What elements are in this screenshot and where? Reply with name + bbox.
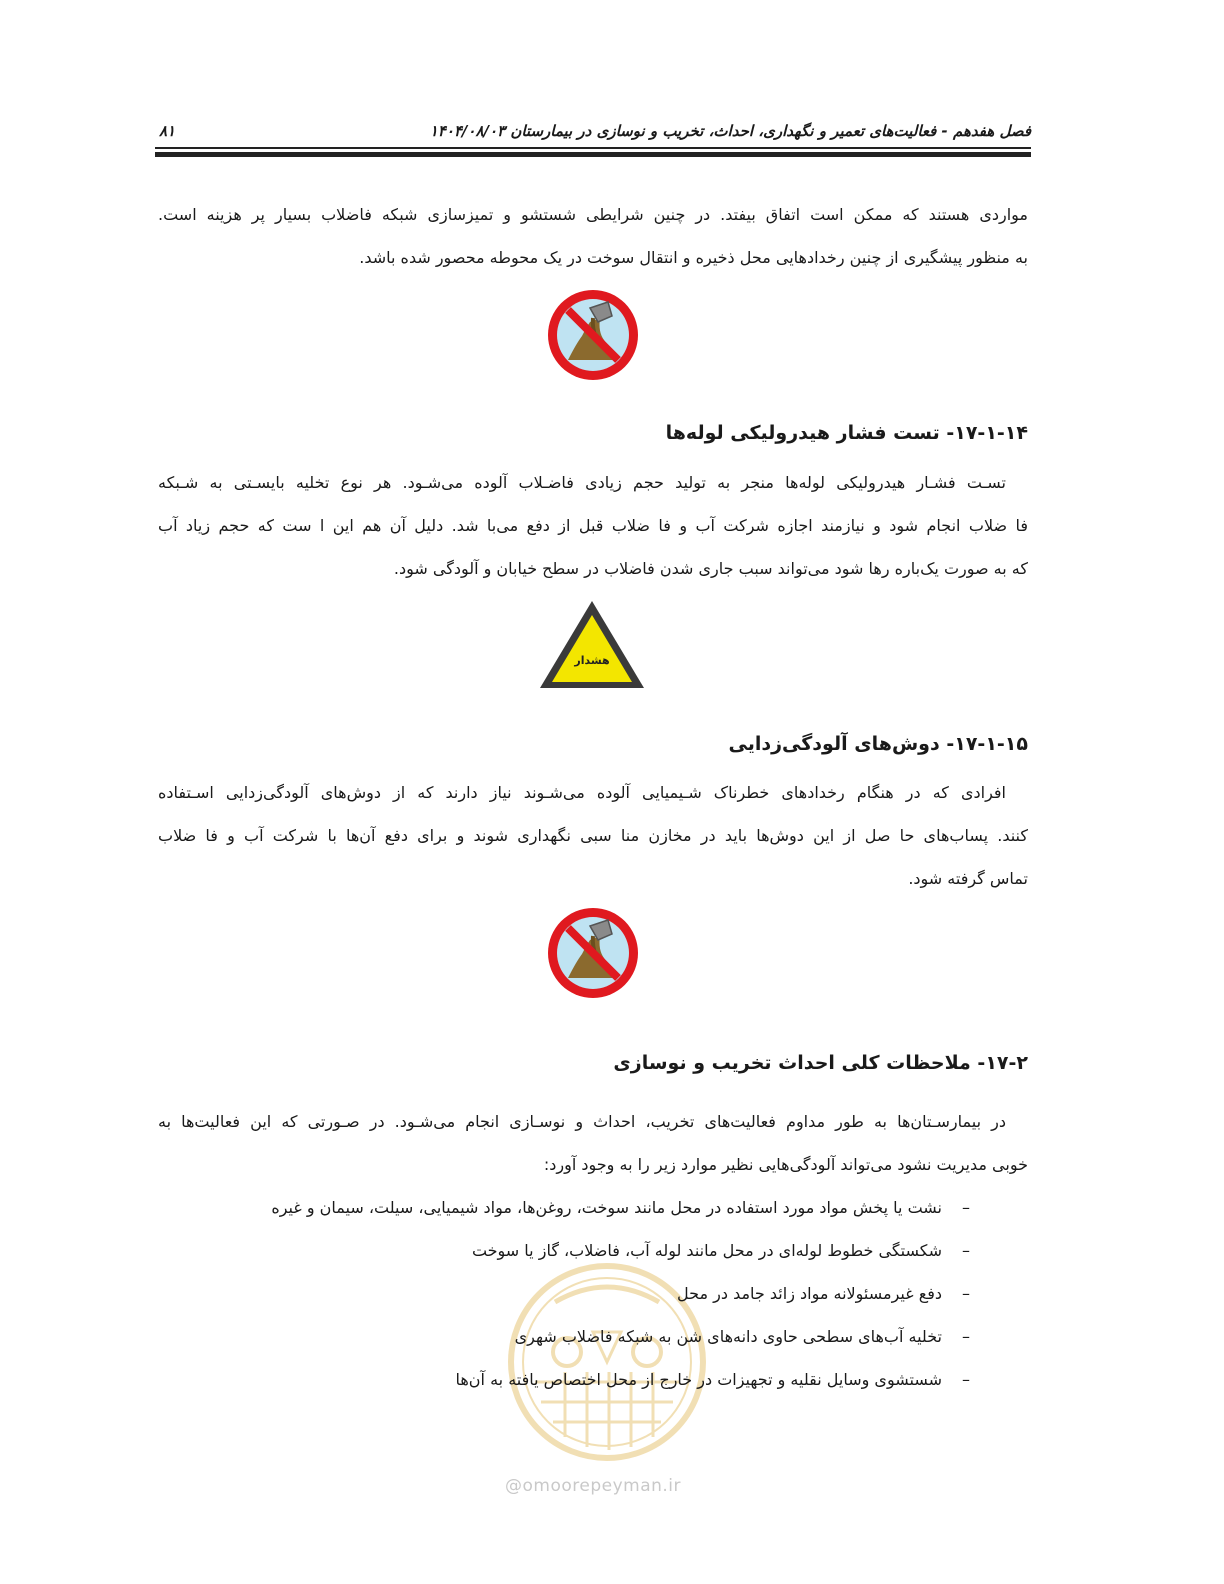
warning-label: هشدار [574,654,610,667]
list-item [158,1186,1028,1229]
running-header [155,118,1031,148]
bullet-dash: – [962,1198,970,1217]
bullet-dash: – [962,1370,970,1389]
chapter-title: فصل هفدهم - فعالیت‌های تعمیر و نگهداری، احداث، تخریب و نوسازی در بیمارستان ۱۴۰۴/۰۸/۰۳ [429,122,1031,140]
at-symbol: @ [505,1476,523,1496]
watermark-url-text: omoorepeyman.ir [522,1476,682,1496]
bullet-dash: – [962,1284,970,1303]
warning-triangle-icon [537,598,647,696]
construction-paragraph [158,1100,1028,1186]
section-heading: ۱۷-۱-۱۵- دوش‌های آلودگی‌زدایی [728,733,1028,755]
list-item-text: دفع غیرمسئولانه مواد زائد جامد در محل [677,1284,942,1303]
list-item [158,1315,1028,1358]
list-item [158,1229,1028,1272]
list-item-text: تخلیه آب‌های سطحی حاوی دانه‌های شن به شبکه فاضلاب شهری [514,1327,942,1346]
paragraph-line: تسـت فشـار هیدرولیکی لوله‌ها منجر به تولید حجم زیادی فاضـلاب آلوده می‌شـود. هر نوع تخلیه بایسـتی به شـبکه [158,473,1006,492]
bullet-dash: – [962,1327,970,1346]
section-heading: ۱۷-۱-۱۴- تست فشار هیدرولیکی لوله‌ها [665,422,1028,444]
hydraulic-test-paragraph [158,461,1028,590]
section-decontamination [158,729,1028,759]
decontamination-paragraph [158,771,1028,900]
paragraph-line: کنند. پسا‌ب‌های حا صل از این دوش‌ها باید در مخازن منا سبی نگهداری شوند و برای دفع آن‌ها با شرکت آب و فا ضلاب [158,826,1028,845]
section-heading: ۱۷-۲- ملاحظات کلی احداث تخریب و نوسازی [613,1052,1028,1074]
paragraph-line: مواردی هستند که ممکن است اتفاق بیفتد. در چنین شرایطی شستشو و تمیزسازی شبکه فاضلاب بسیار پر هزینه است. [158,205,1028,224]
list-item-text: شستشوی وسایل نقلیه و تجهیزات در خارج از محل اختصاص یافته به آن‌ها [455,1370,942,1389]
list-item-text: نشت یا پخش مواد مورد استفاده در محل مانند سوخت، روغن‌ها، مواد شیمیایی، سیلت، سیمان و غیره [271,1198,942,1217]
pollution-list [158,1186,1028,1401]
no-dumping-icon [546,906,640,1004]
header-rule-thick [155,152,1031,157]
list-item [158,1358,1028,1401]
intro-paragraph [158,193,1028,279]
section-construction-considerations [158,1048,1028,1078]
header-rule [155,147,1031,149]
list-item-text: شکستگی خطوط لوله‌ای در محل مانند لوله آب، فاضلاب، گاز یا سوخت [471,1241,942,1260]
paragraph-line: تماس گرفته شود. [908,869,1028,888]
paragraph-line: افرادی که در هنگام رخدادهای خطرناک شـیمیایی آلوده می‌شـوند نیاز دارند که از دوش‌های آلودگی‌زدایی اسـتفاده [158,783,1006,802]
paragraph-line: فا ضلاب انجام شود و نیازمند اجازه شرکت آب و فا ضلاب قبل از دفع می‌با شد. دلیل آن هم این ا ست که حجم زیاد آب [158,516,1028,535]
paragraph-line: که به صورت یک‌باره رها شود می‌تواند سبب جاری شدن فاضلاب در سطح خیابان و آلودگی شود. [393,559,1028,578]
paragraph-line: در بیمارسـتان‌ها به طور مداوم فعالیت‌های تخریب، احداث و نوسـازی انجام می‌شـود. در صـورتی که این فعالیت‌ها به [158,1112,1006,1131]
watermark-url [505,1476,681,1496]
paragraph-line: به منظور پیشگیری از چنین رخدادهایی محل ذخیره و انتقال سوخت در یک محوطه محصور شده باشد. [359,248,1028,267]
list-item [158,1272,1028,1315]
page-number: ۸۱ [159,122,176,140]
bullet-dash: – [962,1241,970,1260]
paragraph-line: خوبی مدیریت نشود می‌تواند آلودگی‌هایی نظیر موارد زیر را به وجود آورد: [543,1155,1028,1174]
no-dumping-icon [546,288,640,386]
section-hydraulic-test [158,418,1028,448]
